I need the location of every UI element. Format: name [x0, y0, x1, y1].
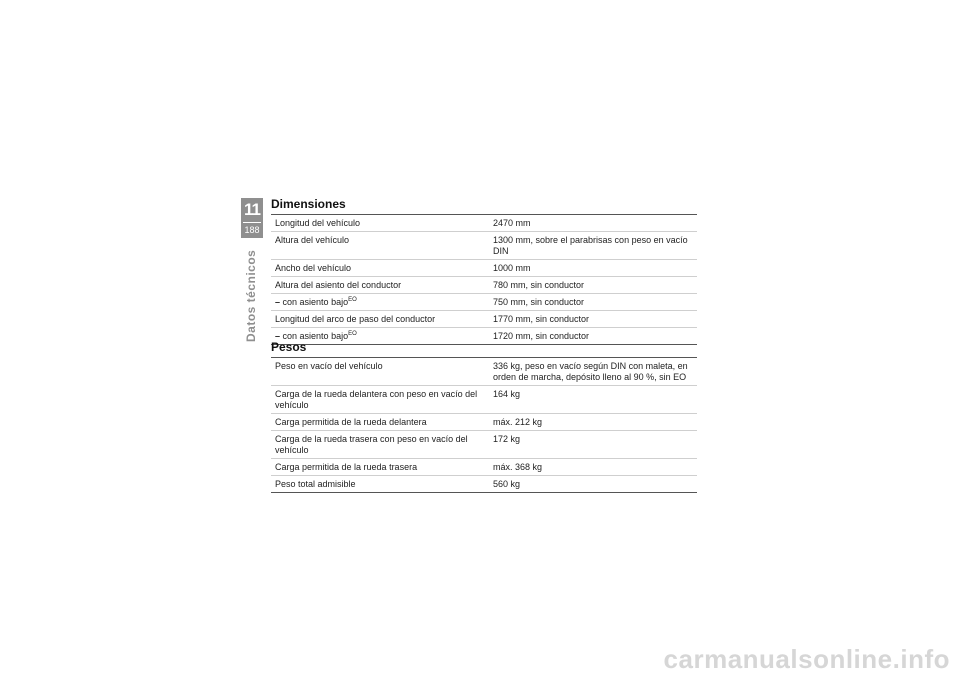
row-value: 780 mm, sin conductor	[489, 277, 697, 294]
row-value: máx. 368 kg	[489, 459, 697, 476]
table-row	[271, 459, 697, 476]
row-value: 560 kg	[493, 479, 521, 489]
row-label	[271, 386, 489, 414]
row-label	[271, 294, 489, 311]
row-value: 2470 mm	[489, 215, 697, 232]
row-label	[271, 431, 489, 459]
row-label-text: Longitud del arco de paso del conductor	[275, 314, 436, 324]
row-value: 1000 mm	[489, 260, 697, 277]
row-label-text: Carga de la rueda trasera con peso en vacío del vehículo	[275, 434, 468, 455]
table-row	[271, 431, 697, 459]
weights-heading: Pesos	[271, 340, 307, 354]
row-value: 172 kg	[489, 431, 697, 459]
page-number: 188	[244, 225, 260, 235]
watermark: carmanualsonline.info	[663, 644, 950, 674]
table-row	[271, 260, 697, 277]
table-row	[271, 294, 697, 311]
row-label-text: Longitud del vehículo	[275, 218, 361, 228]
table-row	[271, 311, 697, 328]
row-value: 1720 mm, sin conductor	[493, 331, 590, 341]
weights-table	[271, 357, 697, 493]
row-value: 164 kg	[489, 386, 697, 414]
dimensions-heading: Dimensiones	[271, 197, 346, 211]
row-label	[271, 260, 489, 277]
row-label-text: Carga de la rueda delantera con peso en vacío del vehículo	[275, 389, 478, 410]
row-label-text: Carga permitida de la rueda trasera	[275, 462, 418, 472]
row-label-text: con asiento bajo	[282, 297, 349, 307]
dash-marker: –	[275, 331, 281, 341]
table-row	[271, 277, 697, 294]
row-value: máx. 212 kg	[489, 414, 697, 431]
chapter-divider	[243, 222, 261, 223]
row-value: 1770 mm, sin conductor	[489, 311, 697, 328]
optional-equipment-mark: EO	[348, 331, 357, 337]
row-label	[271, 277, 489, 294]
row-value: 336 kg, peso en vacío según DIN con maleta, en orden de marcha, depósito lleno al 90 %, sin EO	[489, 358, 697, 386]
chapter-title: Datos técnicos	[244, 249, 258, 342]
chapter-badge	[241, 198, 263, 238]
row-label	[271, 358, 489, 386]
table-row	[271, 232, 697, 260]
row-label-text: Carga permitida de la rueda delantera	[275, 417, 427, 427]
row-label	[271, 459, 489, 476]
table-row	[271, 328, 697, 345]
row-label	[271, 476, 489, 493]
row-label-text: con asiento bajo	[282, 331, 349, 341]
optional-equipment-mark: EO	[348, 297, 357, 303]
row-label	[271, 232, 489, 260]
row-label-text: Ancho del vehículo	[275, 263, 352, 273]
row-label	[271, 414, 489, 431]
row-label	[271, 311, 489, 328]
row-value: 1300 mm, sobre el parabrisas con peso en vacío DIN	[489, 232, 697, 260]
row-label	[271, 215, 489, 232]
row-label-text: Altura del vehículo	[275, 235, 350, 245]
table-row	[271, 414, 697, 431]
dash-marker: –	[275, 297, 281, 307]
table-row	[271, 386, 697, 414]
table-row	[271, 476, 697, 493]
chapter-number: 11	[244, 200, 260, 219]
row-label-text: Altura del asiento del conductor	[275, 280, 402, 290]
dimensions-table	[271, 214, 697, 345]
row-label-text: Peso total admisible	[275, 479, 356, 489]
table-row	[271, 215, 697, 232]
table-row	[271, 358, 697, 386]
row-value: 750 mm, sin conductor	[489, 294, 697, 311]
row-label-text: Peso en vacío del vehículo	[275, 361, 383, 371]
